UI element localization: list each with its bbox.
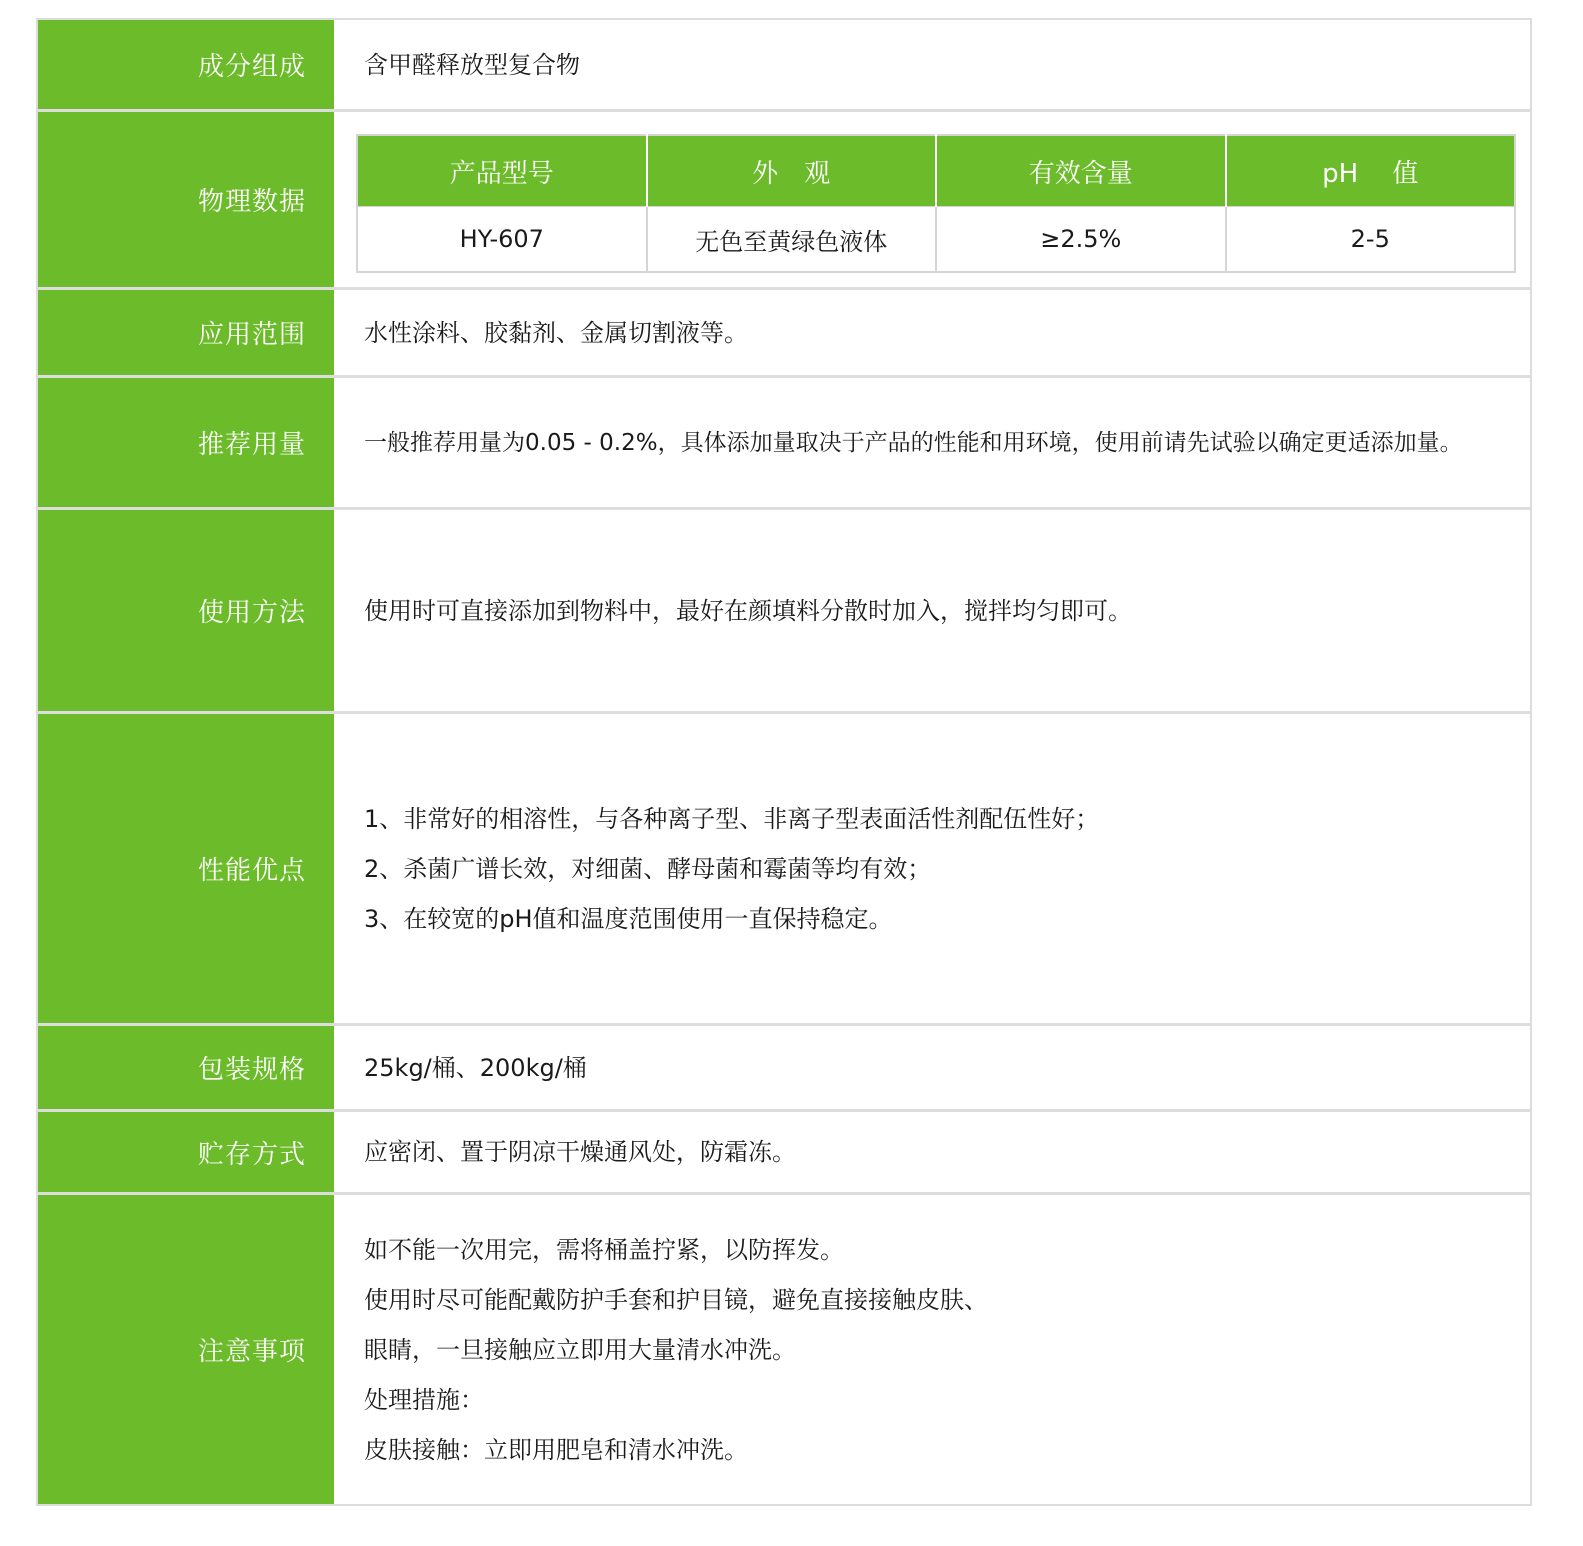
advantage-line: 3、在较宽的pH值和温度范围使用一直保持稳定。	[364, 904, 893, 933]
product-spec-sheet	[36, 18, 1532, 1506]
row-value	[334, 510, 1530, 711]
cell-content: ≥2.5%	[936, 207, 1226, 273]
row-label: 应用范围	[38, 290, 334, 375]
usage-text: 使用时可直接添加到物料中，最好在颜填料分散时加入，搅拌均匀即可。	[364, 596, 1132, 625]
row-label: 物理数据	[38, 112, 334, 287]
row-value	[334, 378, 1530, 507]
application-text: 水性涂料、胶黏剂、金属切割液等。	[364, 318, 748, 347]
row-value	[334, 1026, 1530, 1109]
header-ph: pH 值	[1226, 135, 1516, 207]
row-label: 成分组成	[38, 20, 334, 109]
row-value	[334, 1112, 1530, 1192]
storage-text: 应密闭、置于阴凉干燥通风处，防霜冻。	[364, 1138, 796, 1166]
row-storage	[38, 1109, 1530, 1192]
row-value	[334, 1195, 1530, 1504]
note-line: 处理措施：	[364, 1385, 484, 1414]
packaging-text: 25kg/桶、200kg/桶	[364, 1053, 587, 1082]
row-composition	[38, 20, 1530, 109]
row-value	[334, 290, 1530, 375]
composition-text: 含甲醛释放型复合物	[364, 50, 580, 79]
table-row	[357, 207, 1515, 273]
advantage-line: 2、杀菌广谱长效，对细菌、酵母菌和霉菌等均有效；	[364, 854, 932, 883]
row-notes	[38, 1192, 1530, 1504]
cell-model: HY-607	[357, 207, 647, 273]
header-content: 有效含量	[936, 135, 1226, 207]
row-packaging	[38, 1023, 1530, 1109]
row-application	[38, 287, 1530, 375]
header-appearance: 外 观	[647, 135, 937, 207]
row-value	[334, 714, 1530, 1023]
note-line: 眼睛，一旦接触应立即用大量清水冲洗。	[364, 1335, 796, 1364]
note-line: 皮肤接触：立即用肥皂和清水冲洗。	[364, 1435, 748, 1464]
dosage-text: 一般推荐用量为0.05 - 0.2%，具体添加量取决于产品的性能和用环境，使用前请先试验以确定更适添加量。	[364, 429, 1463, 456]
row-physical-data	[38, 109, 1530, 287]
row-value	[334, 20, 1530, 109]
row-label: 包装规格	[38, 1026, 334, 1109]
table-header-row	[357, 135, 1515, 207]
cell-ph: 2-5	[1226, 207, 1516, 273]
row-label: 贮存方式	[38, 1112, 334, 1192]
row-label: 使用方法	[38, 510, 334, 711]
advantage-line: 1、非常好的相溶性，与各种离子型、非离子型表面活性剂配伍性好；	[364, 804, 1100, 833]
header-model: 产品型号	[357, 135, 647, 207]
physical-data-table	[356, 134, 1516, 273]
row-label: 注意事项	[38, 1195, 334, 1504]
cell-appearance: 无色至黄绿色液体	[647, 207, 937, 273]
row-usage	[38, 507, 1530, 711]
row-advantages	[38, 711, 1530, 1023]
row-label: 性能优点	[38, 714, 334, 1023]
row-dosage	[38, 375, 1530, 507]
note-line: 使用时尽可能配戴防护手套和护目镜，避免直接接触皮肤、	[364, 1285, 988, 1314]
note-line: 如不能一次用完，需将桶盖拧紧，以防挥发。	[364, 1235, 844, 1264]
row-label: 推荐用量	[38, 378, 334, 507]
